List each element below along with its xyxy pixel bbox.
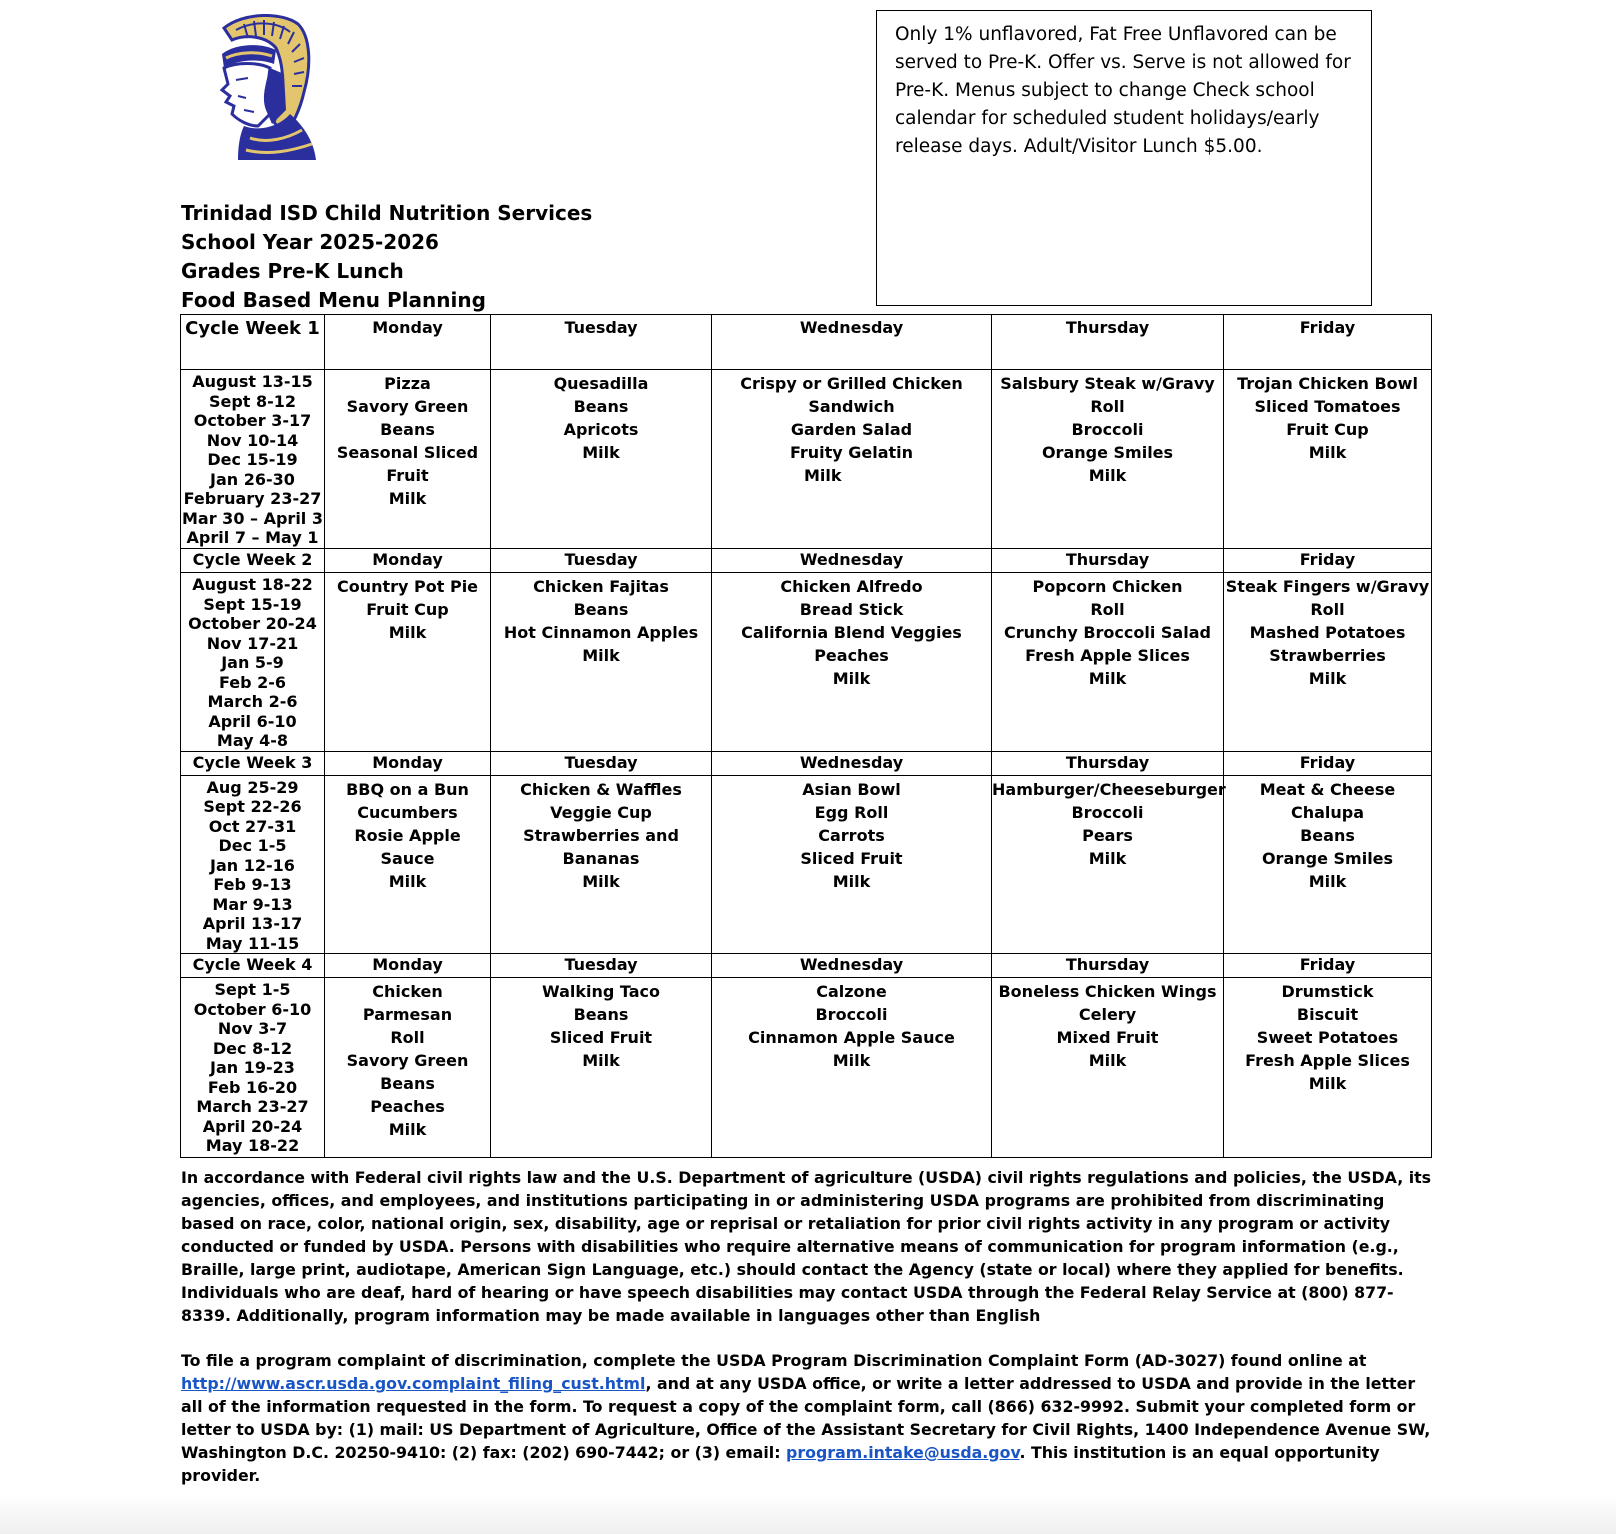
- menu-cell-thursday: [992, 978, 1224, 1158]
- menu-item: Popcorn Chicken: [1032, 577, 1183, 596]
- menu-item: Milk: [804, 466, 842, 485]
- menu-item: Milk: [388, 623, 427, 642]
- week-1-menu-row: [181, 370, 1432, 549]
- date-range: March 23-27: [196, 1097, 309, 1116]
- menu-cell-tuesday: [491, 370, 712, 549]
- menu-item: Crispy or Grilled Chicken: [740, 374, 963, 393]
- menu-item: Milk: [1088, 669, 1127, 688]
- menu-item: Savory Green: [346, 397, 469, 416]
- day-header-tuesday: Tuesday: [491, 549, 712, 573]
- menu-item: Sliced Fruit: [549, 1028, 653, 1047]
- nondiscrimination-paragraph: In accordance with Federal civil rights law and the U.S. Department of agriculture (USDA) civil rights regulations and policies, the USDA, its agencies, offices, and employees, and institutions participating in or administering USDA programs are prohibited from discriminating based on race, color, national origin, sex, disability, age or reprisal or retaliation for prior civil rights activity in any program or activity conducted or funded by USDA. Persons with disabilities who require alternative means of communication for program information (e.g., Braille, large print, audiotape, American Sign Language, etc.) should contact the Agency (state or local) where they applied for benefits. Individuals who are deaf, hard of hearing or have speech disabilities may contact USDA through the Federal Relay Service at (800) 877-8339. Additionally, program information may be made available in languages other than English: [181, 1168, 1432, 1325]
- day-header-monday: Monday: [325, 549, 491, 573]
- page-heading: [181, 199, 592, 315]
- menu-item: Peaches: [370, 1097, 445, 1116]
- date-range: Aug 25-29: [206, 777, 299, 797]
- menu-cell-tuesday: [491, 573, 712, 752]
- day-header-wednesday: Wednesday: [712, 751, 992, 775]
- menu-cell-monday: [325, 978, 491, 1158]
- email-link[interactable]: program.intake@usda.gov: [786, 1443, 1020, 1462]
- menu-item: Bananas: [562, 848, 640, 868]
- menu-item: Fruity Gelatin: [789, 443, 914, 462]
- day-header-friday: Friday: [1224, 954, 1432, 978]
- menu-item: Seasonal Sliced: [336, 443, 479, 462]
- menu-item: Fruit Cup: [1286, 420, 1369, 439]
- menu-item: Milk: [1308, 669, 1347, 688]
- week-2-header-row: [181, 549, 1432, 573]
- week-4-menu-row: [181, 978, 1432, 1158]
- menu-item: Milk: [832, 1051, 871, 1070]
- menu-cell-friday: [1224, 370, 1432, 549]
- date-range: Mar 30 – April 3: [182, 508, 323, 528]
- menu-item: Veggie Cup: [550, 802, 652, 822]
- menu-item: Sliced Fruit: [800, 848, 903, 868]
- day-header-tuesday: Tuesday: [491, 315, 712, 370]
- menu-item: Peaches: [814, 646, 889, 665]
- complaint-intro: To file a program complaint of discrimination, complete the USDA Program Discrimination Complaint Form (AD-3027) found online at: [181, 1351, 1367, 1370]
- week-dates: [181, 775, 325, 954]
- menu-item: Egg Roll: [814, 802, 889, 822]
- day-header-wednesday: Wednesday: [712, 954, 992, 978]
- lunch-menu-table: [180, 314, 1432, 1158]
- menu-item: Beans: [573, 397, 629, 416]
- week-label: Cycle Week 1: [181, 315, 325, 370]
- date-range: Sept 1-5: [214, 980, 291, 999]
- week-2-menu-row: [181, 573, 1432, 752]
- complaint-middle: , and at any USDA office, or write a letter addressed to USDA and provide in the letter all of the information requested in the form. To request a copy of the complaint form, call (866) 632-9992. Submit your completed form or letter to USDA by: (1) mail: US Department of Agriculture, Office of the Assistant Secretary for Civil Rights, 1400 Independence Avenue SW, Washington D.C. 20250-9410: (2) fax: (202) 690-7442; or (3) email:: [181, 1374, 1431, 1462]
- menu-item: BBQ on a Bun: [346, 779, 469, 799]
- date-range: Feb 9-13: [213, 875, 292, 894]
- menu-item: Chicken Fajitas: [533, 577, 669, 596]
- menu-item: Carrots: [818, 825, 885, 845]
- menu-item: Broccoli: [1071, 420, 1144, 439]
- date-range: Jan 12-16: [210, 855, 295, 875]
- date-range: Nov 17-21: [206, 633, 299, 653]
- date-range: Nov 3-7: [217, 1019, 288, 1038]
- menu-item: Milk: [1088, 466, 1127, 485]
- date-range: October 3-17: [193, 411, 312, 430]
- menu-item: Milk: [582, 646, 620, 665]
- menu-item: Meat & Cheese: [1259, 779, 1396, 799]
- menu-item: Beans: [573, 600, 629, 619]
- menu-item: Chalupa: [1290, 802, 1365, 822]
- menu-item: Sweet Potatoes: [1256, 1028, 1399, 1047]
- menu-item: Biscuit: [1296, 1005, 1359, 1024]
- menu-item: Beans: [573, 1005, 629, 1024]
- trojan-mascot-logo: [214, 14, 324, 164]
- menu-item: Broccoli: [815, 1005, 888, 1024]
- day-header-tuesday: Tuesday: [491, 751, 712, 775]
- menu-item: Pizza: [384, 374, 431, 393]
- menu-item: California Blend Veggies: [741, 623, 962, 642]
- day-header-wednesday: Wednesday: [712, 549, 992, 573]
- menu-cell-monday: [325, 573, 491, 752]
- day-header-monday: Monday: [325, 315, 491, 370]
- date-range: Dec 15-19: [207, 450, 298, 469]
- menu-item: Milk: [1088, 848, 1127, 868]
- menu-item: Beans: [1300, 825, 1355, 845]
- date-range: Sept 15-19: [203, 594, 302, 614]
- menu-item: Hamburger/Cheeseburger: [992, 779, 1226, 799]
- civil-rights-statement: [181, 1166, 1436, 1509]
- date-range: Mar 9-13: [212, 894, 293, 914]
- day-header-wednesday: Wednesday: [712, 315, 992, 370]
- date-range: Feb 16-20: [207, 1077, 298, 1097]
- menu-cell-thursday: [992, 573, 1224, 752]
- menu-item: Orange Smiles: [1041, 443, 1174, 462]
- date-range: April 6-10: [208, 711, 297, 731]
- menu-item: Fresh Apple Slices: [1025, 646, 1190, 665]
- date-range: Sept 22-26: [203, 797, 302, 816]
- menu-item: Cinnamon Apple Sauce: [748, 1028, 955, 1047]
- menu-item: Milk: [1308, 1074, 1347, 1093]
- menu-cell-thursday: [992, 775, 1224, 954]
- menu-cell-thursday: [992, 370, 1224, 549]
- menu-item: Milk: [1308, 443, 1347, 462]
- day-header-friday: Friday: [1224, 751, 1432, 775]
- date-range: Nov 10-14: [206, 430, 299, 450]
- menu-item: Trojan Chicken Bowl: [1237, 374, 1418, 393]
- menu-item: Chicken & Waffles: [520, 779, 682, 799]
- week-label: Cycle Week 3: [181, 751, 325, 775]
- menu-item: Cucumbers: [357, 802, 458, 822]
- date-range: April 13-17: [202, 914, 303, 933]
- menu-item: Strawberries and: [523, 825, 679, 845]
- date-range: Jan 19-23: [210, 1058, 295, 1077]
- week-1-header-row: [181, 315, 1432, 370]
- menu-item: Milk: [1088, 1051, 1127, 1070]
- grade-level: Grades Pre-K Lunch: [181, 259, 404, 283]
- menu-item: Parmesan: [362, 1005, 453, 1024]
- menu-item: Beans: [380, 420, 435, 439]
- day-header-thursday: Thursday: [992, 751, 1224, 775]
- menu-item: Boneless Chicken Wings: [998, 982, 1217, 1001]
- menu-item: Milk: [388, 1120, 427, 1139]
- notice-text: Only 1% unflavored, Fat Free Unflavored can be served to Pre-K. Offer vs. Serve is not allowed for Pre-K. Menus subject to change Check school calendar for scheduled student holidays/early release days. Adult/Visitor Lunch $5.00.: [895, 24, 1351, 157]
- menu-item: Roll: [1090, 397, 1125, 416]
- complaint-form-link[interactable]: http://www.ascr.usda.gov.complaint_filing_cust.html: [181, 1374, 646, 1393]
- date-range: October 20-24: [188, 614, 317, 633]
- menu-item: Fruit Cup: [366, 600, 449, 619]
- week-3-header-row: [181, 751, 1432, 775]
- menu-item: Steak Fingers w/Gravy: [1225, 577, 1430, 596]
- week-4-header-row: [181, 954, 1432, 978]
- menu-cell-tuesday: [491, 775, 712, 954]
- date-range: Dec 1-5: [218, 836, 287, 855]
- menu-item: Mixed Fruit: [1056, 1028, 1159, 1047]
- menu-cell-friday: [1224, 573, 1432, 752]
- menu-item: Bread Stick: [799, 600, 904, 619]
- district-title: Trinidad ISD Child Nutrition Services: [181, 201, 593, 225]
- date-range: Sept 8-12: [208, 391, 297, 411]
- menu-cell-wednesday: [712, 370, 992, 549]
- menu-item: Celery: [1078, 1005, 1137, 1024]
- complaint-end: . This institution is an equal opportunity provider.: [181, 1443, 1380, 1485]
- menu-item: Roll: [1090, 600, 1125, 619]
- menu-item: Calzone: [816, 982, 887, 1001]
- menu-item: Mashed Potatoes: [1249, 623, 1406, 642]
- menu-item: Fresh Apple Slices: [1245, 1051, 1410, 1070]
- menu-cell-monday: [325, 370, 491, 549]
- date-range: April 20-24: [202, 1116, 303, 1136]
- menu-cell-friday: [1224, 978, 1432, 1158]
- menu-cell-wednesday: [712, 573, 992, 752]
- week-label: Cycle Week 4: [181, 954, 325, 978]
- date-range: October 6-10: [193, 999, 312, 1019]
- menu-item: Milk: [832, 669, 871, 688]
- menu-item: Apricots: [563, 420, 639, 439]
- complaint-paragraph: [181, 1349, 1436, 1487]
- date-range: February 23-27: [183, 489, 322, 508]
- menu-cell-wednesday: [712, 978, 992, 1158]
- menu-item: Roll: [1310, 600, 1345, 619]
- date-range: Jan 5-9: [221, 653, 284, 672]
- date-range: Jan 26-30: [210, 469, 295, 489]
- day-header-monday: Monday: [325, 751, 491, 775]
- week-dates: [181, 370, 325, 549]
- menu-item: Chicken: [372, 982, 443, 1001]
- date-range: April 7 – May 1: [186, 528, 319, 547]
- date-range: Feb 2-6: [218, 672, 287, 692]
- menu-item: Drumstick: [1281, 982, 1374, 1001]
- menu-cell-tuesday: [491, 978, 712, 1158]
- week-dates: [181, 978, 325, 1158]
- menu-item: Crunchy Broccoli Salad: [1004, 623, 1211, 642]
- menu-item: Milk: [832, 871, 871, 891]
- date-range: May 4-8: [216, 731, 289, 750]
- menu-item: Milk: [582, 443, 620, 462]
- menu-item: Country Pot Pie: [336, 577, 479, 596]
- menu-cell-monday: [325, 775, 491, 954]
- menu-item: Sauce: [380, 848, 435, 868]
- week-dates: [181, 573, 325, 752]
- date-range: Oct 27-31: [208, 816, 297, 836]
- menu-item: Beans: [380, 1074, 435, 1093]
- menu-item: Orange Smiles: [1261, 848, 1394, 868]
- menu-item: Milk: [1308, 871, 1347, 891]
- day-header-thursday: Thursday: [992, 315, 1224, 370]
- menu-item: Salsbury Steak w/Gravy: [1000, 374, 1215, 393]
- menu-item: Broccoli: [1071, 802, 1144, 822]
- menu-item: Roll: [390, 1028, 425, 1047]
- date-range: May 11-15: [205, 933, 300, 953]
- day-header-thursday: Thursday: [992, 549, 1224, 573]
- menu-item: Sandwich: [808, 397, 895, 416]
- menu-item: Quesadilla: [553, 374, 649, 393]
- menu-cell-wednesday: [712, 775, 992, 954]
- menu-item: Milk: [388, 489, 427, 508]
- day-header-monday: Monday: [325, 954, 491, 978]
- menu-item: Garden Salad: [790, 420, 913, 439]
- date-range: August 13-15: [192, 372, 313, 391]
- menu-item: Asian Bowl: [802, 779, 901, 799]
- day-header-tuesday: Tuesday: [491, 954, 712, 978]
- school-year: School Year 2025-2026: [181, 230, 439, 254]
- menu-item: Pears: [1082, 825, 1133, 845]
- page-bottom-edge: [0, 1494, 1616, 1534]
- menu-item: Rosie Apple: [354, 825, 461, 845]
- date-range: August 18-22: [192, 575, 313, 594]
- menu-item: Milk: [582, 871, 620, 891]
- day-header-thursday: Thursday: [992, 954, 1224, 978]
- menu-item: Milk: [388, 871, 427, 891]
- menu-item: Hot Cinnamon Apples: [503, 623, 699, 642]
- date-range: Dec 8-12: [212, 1038, 293, 1058]
- menu-item: Sliced Tomatoes: [1254, 397, 1401, 416]
- notice-box: [876, 10, 1372, 306]
- date-range: March 2-6: [207, 692, 298, 711]
- day-header-friday: Friday: [1224, 549, 1432, 573]
- menu-item: Walking Taco: [541, 982, 661, 1001]
- week-3-menu-row: [181, 775, 1432, 954]
- week-label: Cycle Week 2: [181, 549, 325, 573]
- menu-cell-friday: [1224, 775, 1432, 954]
- menu-item: Chicken Alfredo: [780, 577, 923, 596]
- menu-item: Savory Green: [346, 1051, 469, 1070]
- menu-planning-title: Food Based Menu Planning: [181, 288, 486, 312]
- menu-item: Milk: [582, 1051, 620, 1070]
- menu-item: Strawberries: [1269, 646, 1386, 665]
- menu-item: Fruit: [386, 466, 429, 485]
- day-header-friday: Friday: [1224, 315, 1432, 370]
- date-range: May 18-22: [205, 1136, 300, 1155]
